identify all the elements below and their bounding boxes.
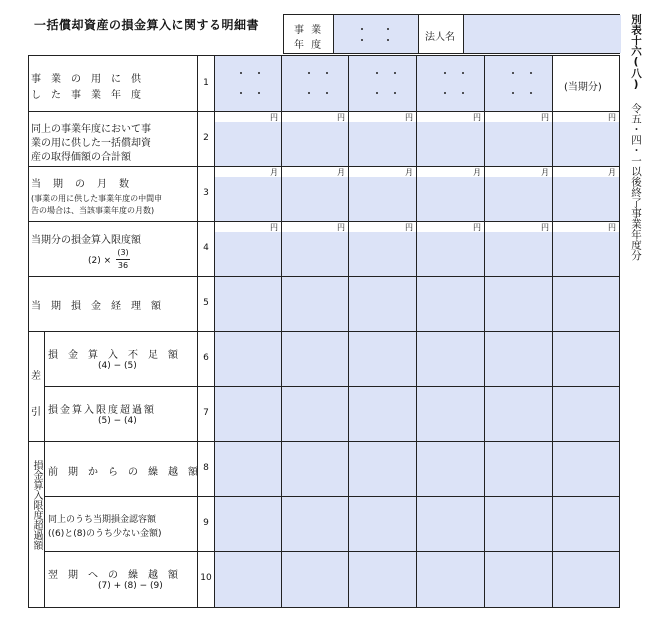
unit-yen: 円	[541, 113, 549, 122]
row-number: 10	[200, 573, 212, 583]
group-label-excess: 損金算入限度超過額	[31, 460, 42, 550]
unit-month: 月	[337, 168, 345, 177]
fiscal-year-input[interactable]	[334, 15, 419, 53]
row-2-label-b: 業の用に供した一括償却資	[31, 138, 151, 149]
row-1-label-b: し た 事 業 年 度	[31, 90, 141, 101]
group-label-sa: 差	[31, 371, 41, 382]
row-number: 3	[203, 188, 209, 198]
unit-month: 月	[270, 168, 278, 177]
row-3-label-c: 告の場合は、当該事業年度の月数)	[31, 206, 155, 215]
row-9-label-b: ((6)と(8)のうち少ない金額)	[48, 529, 162, 539]
side-label-main: 別表十六(八)	[630, 14, 642, 91]
unit-yen: 円	[473, 113, 481, 122]
current-period-cell	[552, 56, 619, 112]
row-number: 1	[203, 78, 209, 88]
row-6-label-b: (4) − (5)	[98, 361, 137, 371]
row-number: 9	[203, 518, 209, 528]
unit-yen: 円	[270, 113, 278, 122]
row-number: 4	[203, 243, 209, 253]
row-3-label-a: 当 期 の 月 数	[31, 179, 130, 190]
row-number: 6	[203, 353, 209, 363]
unit-yen: 円	[270, 223, 278, 232]
form-title: 一括償却資産の損金算入に関する明細書	[34, 18, 260, 32]
row-6-label-a: 損 金 算 入 不 足 額	[48, 350, 178, 361]
row-7-label-b: (5) − (4)	[98, 416, 137, 426]
fiscal-year-label-top: 事 業	[294, 25, 324, 36]
row-2-label-a: 同上の事業年度において事	[31, 124, 151, 135]
unit-month: 月	[608, 168, 616, 177]
row-4-label-a: 当期分の損金算入限度額	[31, 235, 141, 246]
row-number: 7	[203, 408, 209, 418]
row-1-label-a: 事 業 の 用 に 供	[31, 74, 141, 85]
group-label-hiki: 引	[31, 407, 41, 418]
unit-month: 月	[473, 168, 481, 177]
corp-name-label: 法人名	[425, 32, 455, 43]
row-4-formula: (2) ×	[88, 256, 112, 266]
row-2-label-c: 産の取得価額の合計額	[31, 152, 131, 163]
current-period-label: (当期分)	[564, 82, 602, 93]
unit-month: 月	[541, 168, 549, 177]
fiscal-year-label-bottom: 年 度	[294, 40, 324, 51]
unit-yen: 円	[405, 113, 413, 122]
unit-month: 月	[405, 168, 413, 177]
unit-yen: 円	[337, 223, 345, 232]
unit-yen: 円	[473, 223, 481, 232]
row-5-label: 当 期 損 金 経 理 額	[31, 301, 161, 312]
corp-name-label-cell	[419, 15, 464, 53]
unit-yen: 円	[608, 223, 616, 232]
unit-yen: 円	[405, 223, 413, 232]
row-10-label-b: (7) + (8) − (9)	[98, 581, 163, 591]
row-number: 8	[203, 463, 209, 473]
header-box	[283, 14, 620, 54]
row-3-label-b: (事業の用に供した事業年度の中間申	[31, 194, 163, 203]
side-label	[620, 14, 644, 260]
unit-yen: 円	[337, 113, 345, 122]
row-number: 5	[203, 298, 209, 308]
side-label-sub: 令五・四・一以後終了事業年度分	[630, 102, 642, 260]
row-4-frac-num: (3)	[117, 248, 129, 257]
row-4-frac-den: 36	[117, 261, 129, 270]
fiscal-year-label-cell	[284, 15, 334, 53]
row-9-label-a: 同上のうち当期損金認容額	[48, 515, 157, 525]
corp-name-input[interactable]	[464, 15, 621, 53]
row-8-label: 前 期 か ら の 繰 越 額	[48, 467, 198, 478]
unit-yen: 円	[608, 113, 616, 122]
row-number: 2	[203, 133, 209, 143]
row-10-label-a: 翌 期 へ の 繰 越 額	[48, 570, 178, 581]
row-7-label-a: 損金算入限度超過額	[48, 405, 156, 416]
unit-yen: 円	[541, 223, 549, 232]
